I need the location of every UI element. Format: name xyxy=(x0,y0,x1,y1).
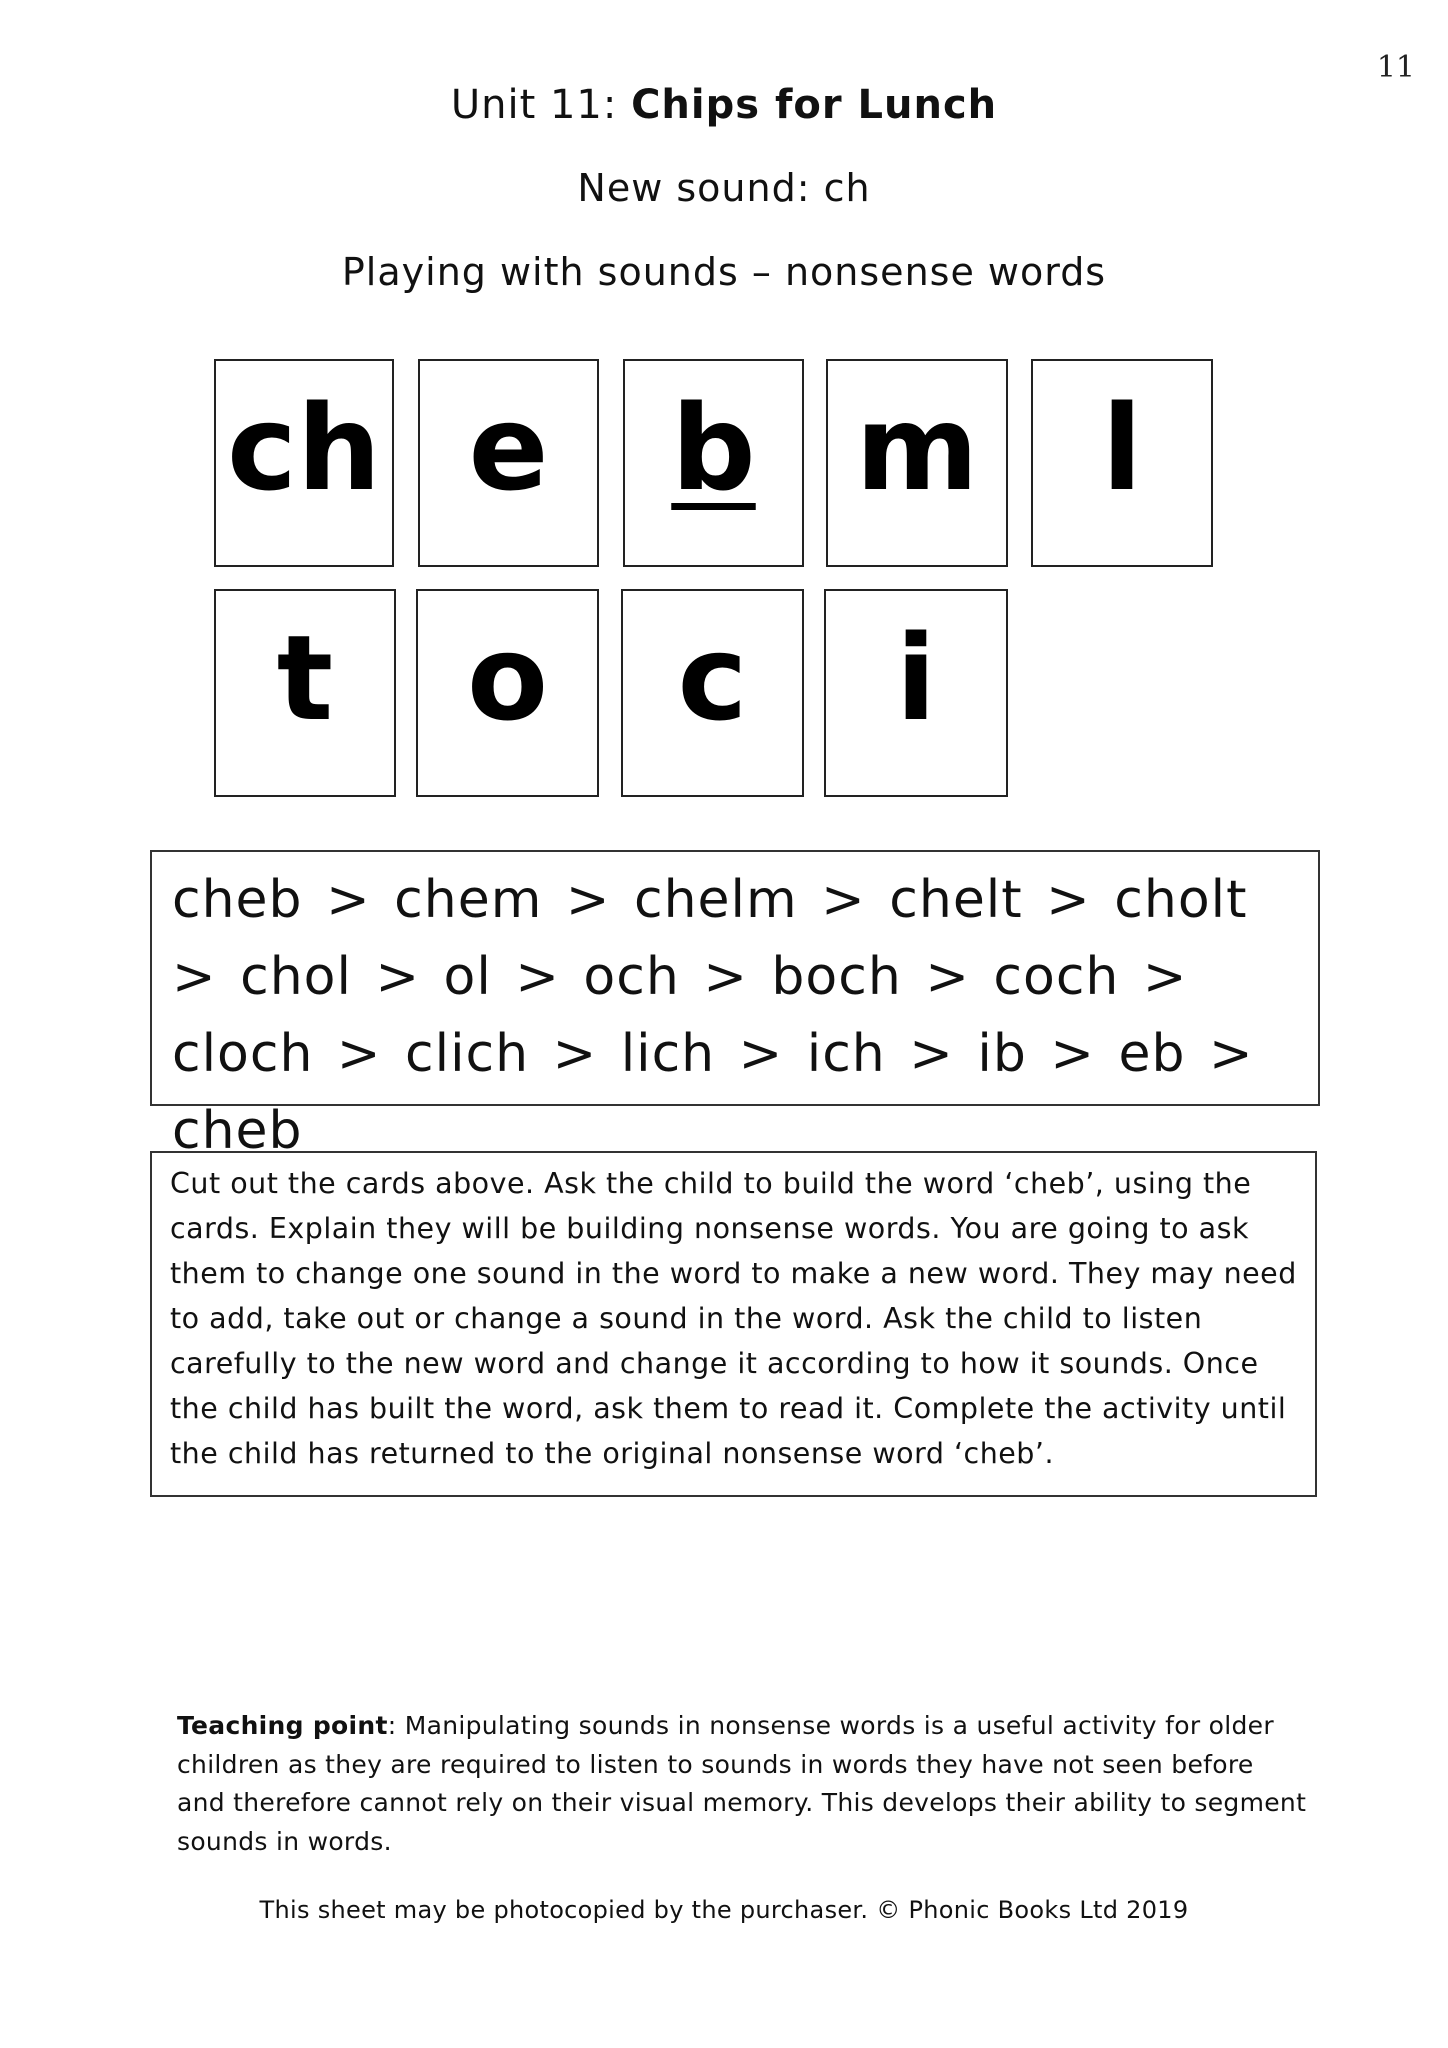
card-letter: e xyxy=(468,379,549,517)
letter-card-b xyxy=(623,359,804,567)
teaching-point xyxy=(177,1707,1307,1861)
new-sound-heading: New sound: ch xyxy=(577,166,871,210)
word-chain-box xyxy=(150,850,1320,1161)
letter-card-ch xyxy=(214,359,394,567)
letter-card-m xyxy=(826,359,1008,567)
teaching-point-label: Teaching point xyxy=(177,1711,388,1740)
card-letter: b xyxy=(671,379,756,517)
card-letter: t xyxy=(276,609,334,747)
letter-card-e xyxy=(418,359,599,567)
page-number: 11 xyxy=(1376,50,1415,85)
letter-card-i xyxy=(824,589,1008,797)
page-title xyxy=(0,82,1448,128)
letter-card-l xyxy=(1031,359,1213,567)
card-letter: m xyxy=(855,379,979,517)
unit-title: Chips for Lunch xyxy=(631,82,998,128)
teaching-point-text: : Manipulating sounds in nonsense words is a useful activity for older children as they are required to listen to sounds in words they have not seen before and therefore cannot rely on their visual memory. This develops their ability to segment sounds in words. xyxy=(177,1711,1307,1856)
instructions-text: Cut out the cards above. Ask the child to build the word ‘cheb’, using the cards. Explain they will be building nonsense words. You are going to ask them to change one sound in the word to make a new word. They may need to add, take out or change a sound in the word. Ask the child to listen carefully to the new word and change it according to how it sounds. Once the child has built the word, ask them to read it. Complete the activity until the child has returned to the original nonsense word ‘cheb’. xyxy=(170,1167,1297,1470)
word-chain: cheb > chem > chelm > chelt > cholt > chol > ol > och > boch > coch > cloch > clich > lich > ich > ib > eb > cheb xyxy=(172,870,1254,1161)
card-letter: ch xyxy=(227,379,381,517)
card-letter: c xyxy=(677,609,748,747)
card-letter: o xyxy=(466,609,549,747)
activity-heading: Playing with sounds – nonsense words xyxy=(341,250,1107,294)
letter-card-c xyxy=(621,589,804,797)
instructions-box xyxy=(150,1151,1317,1497)
card-letter: i xyxy=(895,609,937,747)
unit-label: Unit 11: xyxy=(450,82,632,128)
letter-card-o xyxy=(416,589,599,797)
letter-card-t xyxy=(214,589,396,797)
footer-copyright: This sheet may be photocopied by the purchaser. © Phonic Books Ltd 2019 xyxy=(259,1896,1189,1924)
card-letter: l xyxy=(1101,379,1143,517)
